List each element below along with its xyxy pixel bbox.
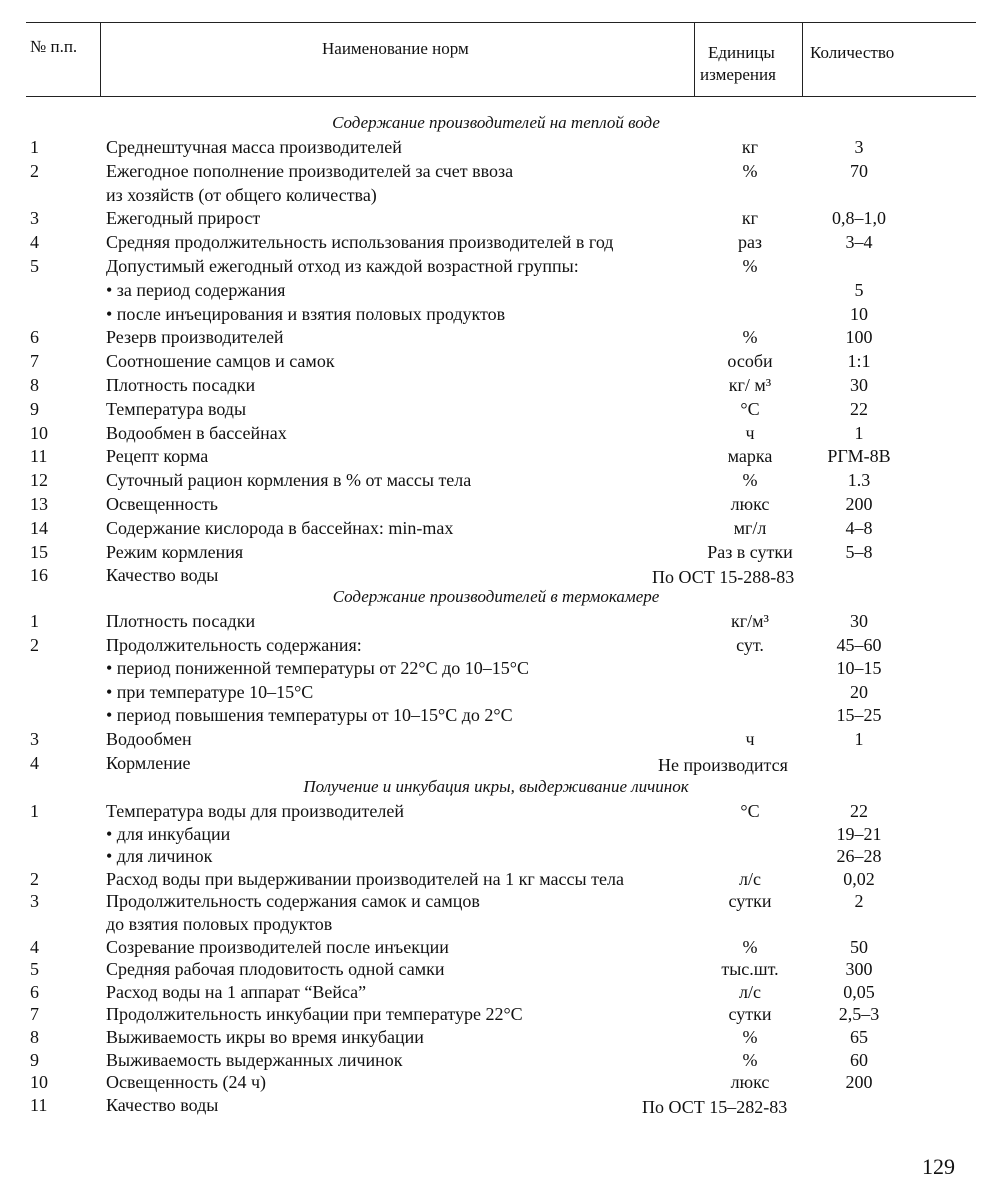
row-number: 9 <box>30 1049 39 1070</box>
header-unit-line1: Единицы <box>708 43 775 62</box>
row-name: Температура воды <box>106 398 247 419</box>
row-number: 6 <box>30 327 39 348</box>
header-unit-line2: измерения <box>700 65 776 84</box>
section-title: Содержание производителей в термокамере <box>332 587 660 606</box>
row-quantity: 1 <box>854 729 864 749</box>
row-unit: ч <box>745 422 755 443</box>
row-name: Температура воды для производителей <box>106 801 404 821</box>
row-quantity: 1:1 <box>847 351 871 372</box>
row-number: 10 <box>30 1072 48 1093</box>
table-row <box>0 890 992 912</box>
row-unit: % <box>742 1027 758 1047</box>
row-name: Освещенность (24 ч) <box>106 1072 267 1093</box>
row-quantity: 100 <box>845 327 873 348</box>
row-quantity: РГМ-8В <box>827 446 891 467</box>
table-row <box>0 913 992 935</box>
row-quantity: 200 <box>845 494 873 514</box>
table-row <box>0 493 992 515</box>
row-name: Продолжительность содержания самок и самцов <box>106 891 480 912</box>
row-merged-value: По ОСТ 15–282-83 <box>642 1096 788 1117</box>
row-name: Продолжительность инкубации при температуре 22°С <box>106 1004 523 1025</box>
row-number: 4 <box>30 936 39 957</box>
table-row <box>0 728 992 750</box>
row-quantity: 45–60 <box>836 634 882 655</box>
row-quantity: 50 <box>850 936 868 957</box>
row-name: Допустимый ежегодный отход из каждой возрастной группы: <box>106 256 579 276</box>
row-number: 4 <box>30 752 39 773</box>
table-row <box>0 207 992 229</box>
row-quantity: 0,02 <box>843 868 875 889</box>
table-row <box>0 231 992 253</box>
row-name: Водообмен <box>106 729 192 749</box>
row-name: Суточный рацион кормления в % от массы тела <box>106 470 472 491</box>
row-unit: Раз в сутки <box>707 541 793 562</box>
row-name: Рецепт корма <box>106 446 209 467</box>
row-number: 8 <box>30 1027 39 1047</box>
row-unit: ч <box>745 729 755 749</box>
table-row <box>0 517 992 539</box>
header-name: Наименование норм <box>322 39 469 58</box>
row-quantity: 5 <box>854 279 864 300</box>
row-number: 7 <box>30 1004 39 1025</box>
row-name: • период пониженной температуры от 22°С до 10–15°С <box>106 658 529 679</box>
row-number: 1 <box>30 137 39 157</box>
table-row <box>0 184 992 206</box>
row-quantity: 1 <box>854 422 864 443</box>
section-title: Содержание производителей на теплой воде <box>332 113 660 132</box>
row-number: 3 <box>30 891 39 912</box>
row-quantity: 3–4 <box>845 232 873 253</box>
table-row <box>0 868 992 890</box>
row-name: Среднештучная масса производителей <box>106 137 402 157</box>
row-name: Ежегодное пополнение производителей за счет ввоза <box>106 160 514 181</box>
row-name: • после инъецирования и взятия половых продуктов <box>106 303 506 324</box>
table-row <box>0 398 992 420</box>
row-unit: раз <box>737 232 763 253</box>
row-name: Средняя продолжительность использования производителей в год <box>106 232 614 253</box>
section-title: Получение и инкубация икры, выдерживание личинок <box>303 777 689 796</box>
row-number: 9 <box>30 398 39 419</box>
table-row <box>0 1049 992 1071</box>
row-name: Средняя рабочая плодовитость одной самки <box>106 959 445 980</box>
row-unit: тыс.шт. <box>721 959 779 980</box>
row-unit: сутки <box>728 891 772 912</box>
row-quantity: 10–15 <box>836 658 882 679</box>
row-unit: л/с <box>739 868 761 889</box>
table-row <box>0 564 992 586</box>
table-row <box>0 1026 992 1048</box>
row-name: Режим кормления <box>106 541 244 562</box>
row-unit: °С <box>740 801 760 821</box>
row-number: 3 <box>30 729 39 749</box>
row-quantity: 19–21 <box>836 823 882 844</box>
row-quantity: 3 <box>854 137 864 157</box>
row-unit: сутки <box>728 1004 772 1025</box>
row-name: Кормление <box>106 752 191 773</box>
row-quantity: 2 <box>854 891 864 912</box>
row-name: Выживаемость икры во время инкубации <box>106 1027 424 1047</box>
row-name: из хозяйств (от общего количества) <box>106 184 377 205</box>
table-row <box>0 255 992 277</box>
row-unit: кг/ м³ <box>728 375 772 395</box>
row-number: 3 <box>30 208 39 229</box>
row-number: 6 <box>30 981 39 1002</box>
table-row <box>0 936 992 958</box>
table-row <box>0 657 992 679</box>
row-unit: % <box>742 936 758 957</box>
row-unit: °С <box>740 398 760 419</box>
row-quantity: 26–28 <box>836 846 882 867</box>
row-quantity: 60 <box>850 1049 868 1070</box>
row-quantity: 5–8 <box>845 541 873 562</box>
row-number: 2 <box>30 160 39 181</box>
table-row <box>0 752 992 774</box>
header-num: № п.п. <box>30 37 78 56</box>
row-unit: марка <box>727 446 773 467</box>
row-name: • период повышения температуры от 10–15°С до 2°С <box>106 705 513 726</box>
row-unit: % <box>742 327 758 348</box>
row-quantity: 200 <box>845 1072 873 1093</box>
row-quantity: 30 <box>850 611 868 631</box>
row-name: • за период содержания <box>106 279 286 300</box>
row-number: 12 <box>30 470 48 491</box>
row-name: • при температуре 10–15°С <box>106 681 314 702</box>
row-merged-value: Не производится <box>658 754 788 775</box>
row-name: Выживаемость выдержанных личинок <box>106 1049 403 1070</box>
row-quantity: 30 <box>850 375 868 395</box>
row-quantity: 22 <box>850 398 868 419</box>
row-unit: сут. <box>736 634 764 655</box>
row-name: Резерв производителей <box>106 327 284 348</box>
row-number: 10 <box>30 422 48 443</box>
row-quantity: 15–25 <box>836 705 882 726</box>
table-row <box>0 422 992 444</box>
row-unit: % <box>742 1049 758 1070</box>
table-row <box>0 326 992 348</box>
table-row <box>0 610 992 632</box>
row-unit: кг <box>741 208 759 229</box>
row-number: 14 <box>30 517 48 538</box>
table-row <box>0 136 992 158</box>
row-unit: особи <box>727 351 773 372</box>
row-number: 1 <box>30 611 39 631</box>
row-name: Водообмен в бассейнах <box>106 422 287 443</box>
row-number: 13 <box>30 494 48 514</box>
row-name: • для инкубации <box>106 823 231 844</box>
row-quantity: 1.3 <box>847 470 871 491</box>
table-row <box>0 1003 992 1025</box>
table-row <box>0 374 992 396</box>
row-merged-value: По ОСТ 15-288-83 <box>652 567 795 588</box>
table-row <box>0 958 992 980</box>
table-row <box>0 681 992 703</box>
row-name: Качество воды <box>106 1094 219 1115</box>
row-number: 4 <box>30 232 39 253</box>
table-row <box>0 469 992 491</box>
row-quantity: 20 <box>850 681 868 702</box>
row-quantity: 2,5–3 <box>838 1004 880 1025</box>
row-number: 16 <box>30 565 48 586</box>
row-name: Расход воды при выдерживании производителей на 1 кг массы тела <box>106 868 624 889</box>
table-row <box>0 160 992 182</box>
table-row <box>0 1071 992 1093</box>
row-unit: л/с <box>739 981 761 1002</box>
row-number: 2 <box>30 868 39 889</box>
row-name: Содержание кислорода в бассейнах: min-max <box>106 517 454 538</box>
row-unit: % <box>742 256 758 276</box>
table-row <box>0 823 992 845</box>
header-qty: Количество <box>810 43 895 62</box>
row-number: 7 <box>30 351 39 372</box>
table-row <box>0 445 992 467</box>
row-name: Созревание производителей после инъекции <box>106 936 449 957</box>
table-row <box>0 1094 992 1116</box>
table-row <box>0 981 992 1003</box>
table-row <box>0 541 992 563</box>
row-unit: % <box>742 160 758 181</box>
row-quantity: 70 <box>850 160 868 181</box>
table-row <box>0 845 992 867</box>
row-quantity: 22 <box>850 801 868 821</box>
row-number: 1 <box>30 801 39 821</box>
row-name: до взятия половых продуктов <box>106 914 333 934</box>
row-unit: кг <box>741 137 759 157</box>
row-number: 5 <box>30 959 39 980</box>
row-number: 11 <box>30 446 48 467</box>
row-name: Плотность посадки <box>106 375 256 395</box>
row-number: 2 <box>30 634 39 655</box>
row-number: 11 <box>30 1094 48 1115</box>
row-quantity: 0,8–1,0 <box>832 208 886 229</box>
row-name: Продолжительность содержания: <box>106 634 362 655</box>
table-row <box>0 800 992 822</box>
row-number: 5 <box>30 256 39 276</box>
row-quantity: 10 <box>850 303 868 324</box>
table-row <box>0 303 992 325</box>
row-number: 8 <box>30 375 39 395</box>
row-quantity: 65 <box>850 1027 868 1047</box>
row-unit: кг/м³ <box>731 611 769 631</box>
row-name: Освещенность <box>106 494 218 514</box>
row-unit: люкс <box>730 494 770 514</box>
table-row <box>0 350 992 372</box>
row-unit: люкс <box>730 1072 770 1093</box>
row-name: Соотношение самцов и самок <box>106 351 335 372</box>
row-unit: % <box>742 470 758 491</box>
row-name: Расход воды на 1 аппарат “Вейса” <box>106 981 367 1002</box>
table-row <box>0 634 992 656</box>
table-row <box>0 704 992 726</box>
row-number: 15 <box>30 541 48 562</box>
page-number: 129 <box>922 1154 955 1179</box>
row-quantity: 300 <box>845 959 873 980</box>
table-row <box>0 279 992 301</box>
row-name: • для личинок <box>106 846 213 867</box>
row-unit: мг/л <box>733 517 767 538</box>
row-name: Плотность посадки <box>106 611 256 631</box>
row-name: Качество воды <box>106 565 219 586</box>
row-quantity: 0,05 <box>843 981 875 1002</box>
row-name: Ежегодный прирост <box>106 208 261 229</box>
row-quantity: 4–8 <box>845 517 873 538</box>
